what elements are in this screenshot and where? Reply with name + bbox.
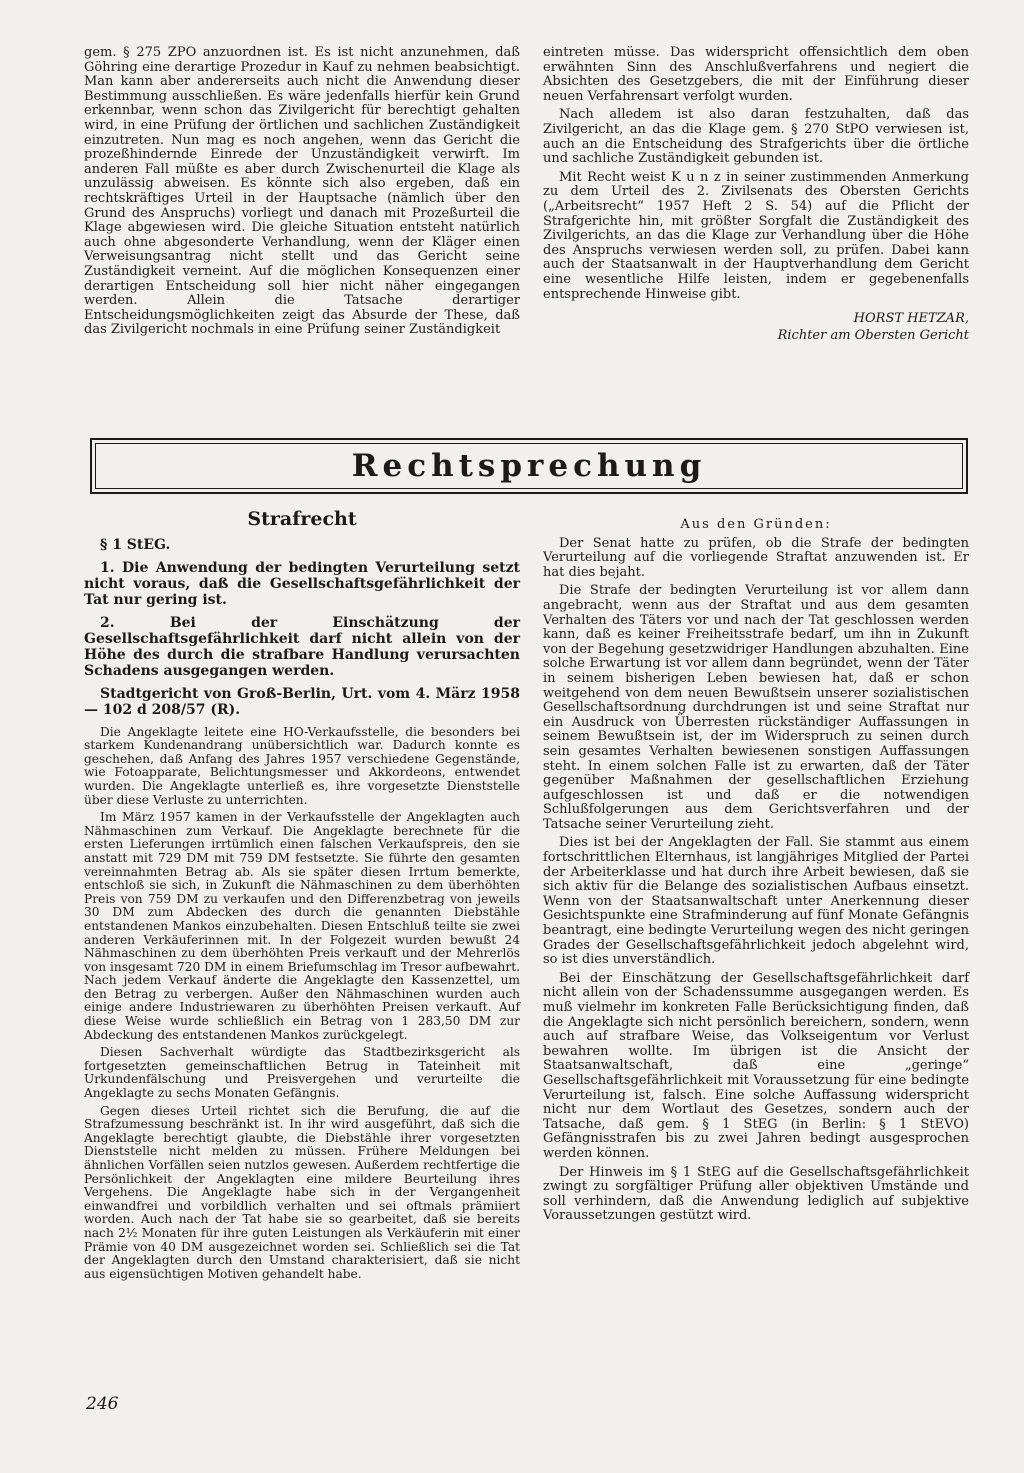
banner-title: Rechtsprechung [351,448,707,484]
body-paragraph: Im März 1957 kamen in der Verkaufsstelle der Angeklagten auch Nähmaschinen zum Verkauf. Die Angeklagte berechnete für die ersten Lieferungen irrtümlich einen falschen Verkaufspreis, den sie anstatt mit 729 DM mit 759 DM festsetzte. Sie führte den gesamten vereinnahmten Betrag ab. Als sie später diesen Irrtum bemerkte, entschloß sie sich, in Zukunft die Nähmaschinen zu dem überhöhten Preis von 759 DM zu verkaufen und den Differenzbetrag von jeweils 30 DM zum Abdecken des durch die genannten Diebstähle entstandenen Mankos einzubehalten. Diesen Entschluß teilte sie zwei anderen Verkäuferinnen mit. In der Folgezeit wurden bewußt 24 Nähmaschinen zu dem überhöhten Preis verkauft und der Mehrerlös von insgesamt 720 DM in einem Briefumschlag im Tresor aufbewahrt. Nach jedem Verkauf änderte die Angeklagte den Kassenzettel, um den Betrag zu verbergen. Außer den Nähmaschinen wurden auch einige andere Industriewaren zu überhöhten Preisen verkauft. Auf diese Weise wurde schließlich ein Betrag von 1 283,50 DM zur Abdeckung des entstandenen Mankos zurückgelegt. [84,810,520,1042]
case-right-column [543,518,969,1224]
leitsatz-2: 2. Bei der Einschätzung der Gesellschaftsgefährlichkeit darf nicht allein von der Höhe des durch die strafbare Handlung verursachten Schadens ausgegangen werden. [84,614,520,679]
article-continuation-left [84,46,520,338]
leitsatz-1: 1. Die Anwendung der bedingten Verurteilung setzt nicht voraus, daß die Gesellschaftsgefährlichkeit der Tat nur gering ist. [84,559,520,608]
author-name: HORST HETZAR, [853,311,969,327]
body-paragraph: Der Senat hatte zu prüfen, ob die Strafe der bedingten Verurteilung auf die vorliegende Straftat anzuwenden ist. Er hat dies bejaht. [543,535,969,580]
body-paragraph: Mit Recht weist K u n z in seiner zustimmenden Anmerkung zu dem Urteil des 2. Zivilsenats des Obersten Gerichts („Arbeitsrecht“ 1957 Heft 2 S. 54) auf die Pflicht der Strafgerichte hin, mit größter Sorgfalt die Zuständigkeit des Zivilgerichts, an das die Klage zur Verhandlung über die Höhe des Anspruchs verwiesen werden soll, zu prüfen. Dabei kann auch der Staatsanwalt in der Hauptverhandlung dem Gericht eine wesentliche Hilfe leisten, indem er gegebenenfalls entsprechende Hinweise gibt. [543,169,969,302]
paragraph-reference: § 1 StEG. [100,536,171,553]
body-paragraph: Die Angeklagte leitete eine HO-Verkaufsstelle, die besonders bei starkem Kundenandrang unübersichtlich war. Dadurch konnte es geschehen, daß Anfang des Jahres 1957 verschiedene Gegenstände, wie Fotoapparate, Belichtungsmesser und Akkordeons, entwendet wurden. Die Angeklagte unterließ es, ihre vorgesetzte Dienststelle über diese Verluste zu unterrichten. [84,724,520,807]
body-paragraph: Gegen dieses Urteil richtet sich die Berufung, die auf die Strafzumessung beschränkt ist. In ihr wird ausgeführt, daß sich die Angeklagte berechtigt glaubte, die Diebstähle ihrer vorgesetzten Dienststelle nicht melden zu müssen. Frühere Meldungen bei ähnlichen Vorfällen seien nutzlos gewesen. Außerdem rechtfertige die Persönlichkeit der Angeklagten eine mildere Beurteilung ihres Vergehens. Die Angeklagte habe sich in der Vergangenheit einwandfrei und vorbildlich verhalten und sei oftmals prämiiert worden. Auch nach der Tat habe sie so gearbeitet, daß sie bereits nach 2½ Monaten für ihre guten Leistungen als Verkäuferin mit einer Prämie von 40 DM ausgezeichnet worden sei. Schließlich sei die Tat der Angeklagten durch den Umstand charakterisiert, daß sie nicht aus eigensüchtigen Motiven gehandelt habe. [84,1103,520,1281]
body-paragraph: Dies ist bei der Angeklagten der Fall. Sie stammt aus einem fortschrittlichen Elternhaus, ist langjähriges Mitglied der Partei der Arbeiterklasse und hat durch ihre Arbeit bewiesen, daß sie sich aktiv für die Belange des sozialistischen Aufbaus einsetzt. Wenn von der Staatsanwaltschaft unter Anerkennung dieser Gesichtspunkte eine Strafminderung auf fünf Monate Gefängnis beantragt, eine bedingte Verurteilung wegen des nicht geringen Grades der Gesellschaftsgefährlichkeit jedoch abgelehnt wird, so ist dies unverständlich. [543,835,969,968]
body-paragraph: Der Hinweis im § 1 StEG auf die Gesellschaftsgefährlichkeit zwingt zu sorgfältiger Prüfung aller objektiven Umstände und soll verhindern, daß die Anwendung lediglich auf subjektive Voraussetzungen gestützt wird. [543,1164,969,1224]
body-paragraph: Die Strafe der bedingten Verurteilung ist vor allem dann angebracht, wenn aus der Straftat und aus dem gesamten Verhalten des Täters vor und nach der Tat geschlossen werden kann, daß es keiner Freiheitsstrafe bedarf, um ihn in Zukunft von der Begehung gesetzwidriger Handlungen abzuhalten. Eine solche Erwartung ist vor allem dann begründet, wenn der Täter in seinem bisherigen Leben bewiesen hat, daß er schon weitgehend von dem neuen Bewußtsein unserer sozialistischen Gesellschaftsordnung durchdrungen ist und seine Straftat nur ein Ausdruck von Überresten rückständiger Auffassungen in seinem Bewußtsein ist, der im Widerspruch zu seinen durch sein gesamtes Verhalten bewiesenen sonstigen Auffassungen steht. In einem solchen Falle ist zu erwarten, daß der Täter gegenüber Maßnahmen der gesellschaftlichen Erziehung aufgeschlossen ist und daß er die notwendigen Schlußfolgerungen aus dem Gerichtsverfahren und der Tatsache seiner Verurteilung zieht. [543,583,969,832]
body-paragraph: Diesen Sachverhalt würdigte das Stadtbezirksgericht als fortgesetzten gemeinschaftlichen Betrug in Tateinheit mit Urkundenfälschung und Preisvergehen und verurteilte die Angeklagte zu sechs Monaten Gefängnis. [84,1045,520,1101]
article-continuation-right [543,46,969,344]
author-signature [543,310,969,344]
body-paragraph: Bei der Einschätzung der Gesellschaftsgefährlichkeit darf nicht allein von der Schadenssumme ausgegangen werden. Es muß vielmehr im konkreten Falle Berücksichtigung finden, daß die Angeklagte sich nicht persönlich bereichern, sondern, wenn auch auf strafbare Weise, das Volkseigentum vor Verlust bewahren wollte. Im übrigen ist die Ansicht der Staatsanwaltschaft, daß eine „geringe“ Gesellschaftsgefährlichkeit mit Voraussetzung für eine bedingte Verurteilung ist, falsch. Eine solche Auffassung widerspricht nicht nur dem Wortlaut des Gesetzes, sondern auch der Tatsache, daß gem. § 1 StEG (in Berlin: § 1 StEVO) Gefängnisstrafen bis zu zwei Jahren bedingt ausgesprochen werden können. [543,970,969,1161]
page-number: 246 [86,1394,119,1414]
section-title: Strafrecht [247,508,357,530]
body-paragraph: eintreten müsse. Das widerspricht offensichtlich dem oben erwähnten Sinn des Anschlußverfahrens und negiert die Absichten des Gesetzgebers, die mit der Einführung dieser neuen Verfahrensart verfolgt wurden. [543,45,969,104]
case-left-column [84,508,520,1281]
author-title: Richter am Obersten Gericht [777,328,969,344]
court-citation: Stadtgericht von Groß-Berlin, Urt. vom 4. März 1958 — 102 d 208/57 (R). [84,685,520,718]
body-paragraph: Nach alledem ist also daran festzuhalten, daß das Zivilgericht, an das die Klage gem. § 270 StPO verwiesen ist, auch an die Entscheidung des Strafgerichts über die örtliche und sachliche Zuständigkeit gebunden ist. [543,107,969,167]
section-banner [90,438,968,494]
body-paragraph: gem. § 275 ZPO anzuordnen ist. Es ist nicht anzunehmen, daß Göhring eine derartige Prozedur in Kauf zu nehmen beabsichtigt. Man kann aber andererseits auch nicht die Anwendung dieser Bestimmung ausschließen. Es wäre jedenfalls hierfür kein Grund erkennbar, wenn schon das Zivilgericht für berechtigt gehalten wird, in eine Prüfung der örtlichen und sachlichen Zuständigkeit einzutreten. Nun mag es noch angehen, wenn das Gericht die prozeßhindernde Einrede der Unzuständigkeit verwirft. Im anderen Fall müßte es aber durch Zwischenurteil die Klage als unzulässig abweisen. Es könnte sich also ergeben, daß ein rechtskräftiges Urteil in der Hauptsache (nämlich über den Grund des Anspruchs) vorliegt und danach mit Prozeßurteil die Klage abgewiesen wird. Die gleiche Situation entsteht natürlich auch ohne abgesonderte Verhandlung, wenn der Kläger einen Verweisungsantrag nicht stellt und das Gericht seine Zuständigkeit verneint. Auf die möglichen Konsequenzen einer derartigen Entscheidung soll hier nicht näher eingegangen werden. Allein die Tatsache derartiger Entscheidungsmöglichkeiten zeigt das Absurde der These, daß das Zivilgericht nochmals in eine Prüfung seiner Zuständigkeit [84,45,520,338]
reasons-heading: Aus den Gründen: [680,517,832,532]
